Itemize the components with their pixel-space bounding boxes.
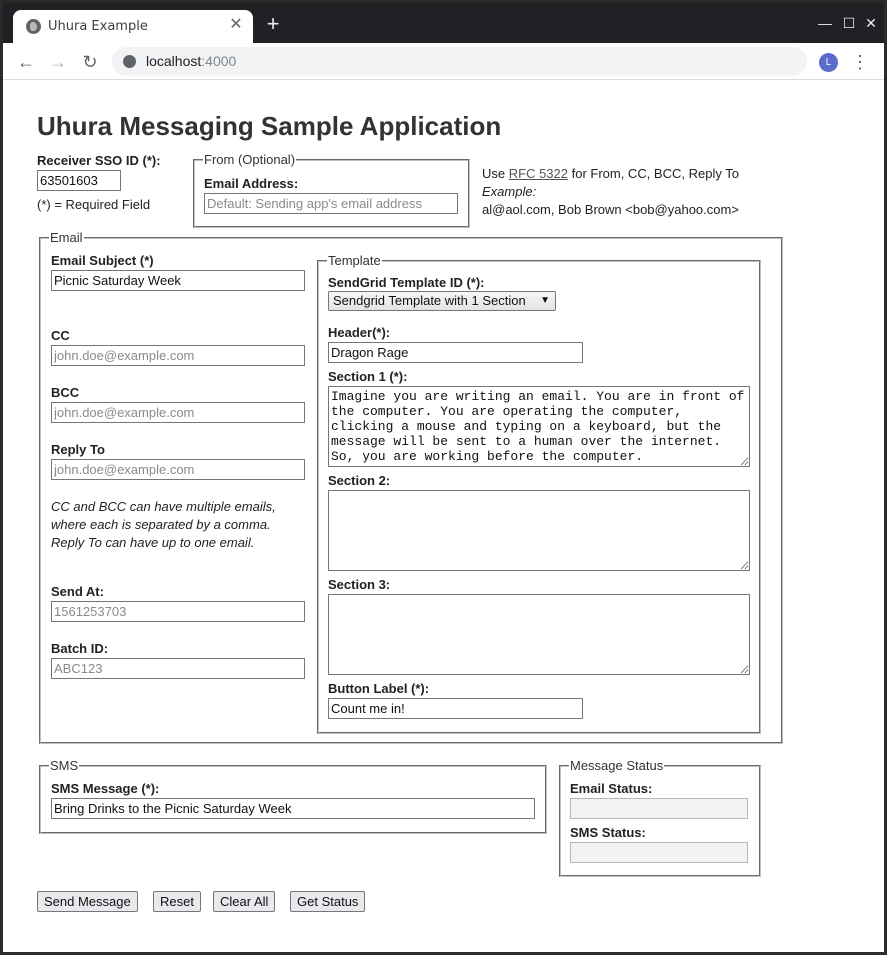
section2-label: Section 2: bbox=[328, 473, 391, 488]
page-title: Uhura Messaging Sample Application bbox=[37, 111, 502, 141]
browser-tab[interactable] bbox=[13, 10, 253, 43]
browser-window bbox=[3, 3, 884, 952]
forward-arrow-icon[interactable]: → bbox=[49, 52, 67, 72]
example-label: Example: bbox=[482, 184, 537, 199]
email-status-output bbox=[570, 798, 748, 819]
reply-to-label: Reply To bbox=[51, 442, 105, 457]
address-bar[interactable] bbox=[112, 47, 807, 76]
maximize-icon[interactable]: ☐ bbox=[842, 15, 856, 31]
send-message-button[interactable]: Send Message bbox=[37, 891, 138, 912]
sms-message-label: SMS Message (*): bbox=[51, 781, 160, 796]
subject-label: Email Subject (*) bbox=[51, 253, 154, 268]
tab-title: Uhura Example bbox=[48, 19, 148, 34]
sms-legend: SMS bbox=[50, 758, 79, 773]
sms-status-label: SMS Status: bbox=[570, 825, 646, 840]
page-content bbox=[3, 80, 884, 952]
browser-titlebar bbox=[3, 3, 884, 43]
globe-icon bbox=[26, 19, 41, 34]
status-legend: Message Status bbox=[570, 758, 664, 773]
template-selected-value: Sendgrid Template with 1 Section bbox=[333, 293, 526, 308]
reply-to-input[interactable] bbox=[51, 459, 305, 480]
get-status-button[interactable]: Get Status bbox=[290, 891, 365, 912]
profile-avatar[interactable]: L bbox=[819, 53, 838, 72]
browser-toolbar bbox=[3, 43, 884, 80]
back-arrow-icon[interactable]: ← bbox=[17, 52, 35, 72]
help-line-1: CC and BCC can have multiple emails, bbox=[51, 499, 276, 514]
sms-status-output bbox=[570, 842, 748, 863]
subject-input[interactable] bbox=[51, 270, 305, 291]
sms-message-input[interactable] bbox=[51, 798, 535, 819]
batch-id-input[interactable] bbox=[51, 658, 305, 679]
url-text: localhost:4000 bbox=[146, 53, 237, 69]
button-label-input[interactable] bbox=[328, 698, 583, 719]
receiver-label: Receiver SSO ID (*): bbox=[37, 153, 161, 168]
from-email-label: Email Address: bbox=[204, 176, 299, 191]
cc-input[interactable] bbox=[51, 345, 305, 366]
minimize-icon[interactable]: — bbox=[818, 15, 832, 31]
from-email-input[interactable] bbox=[204, 193, 458, 214]
header-label: Header(*): bbox=[328, 325, 391, 340]
reload-icon[interactable]: ↻ bbox=[82, 52, 98, 72]
header-input[interactable] bbox=[328, 342, 583, 363]
close-tab-icon[interactable]: ✕ bbox=[229, 16, 243, 33]
email-status-label: Email Status: bbox=[570, 781, 653, 796]
browser-menu-icon[interactable]: ⋮ bbox=[851, 52, 869, 72]
dropdown-arrow-icon: ▼ bbox=[540, 295, 550, 306]
rfc-note: Use RFC 5322 for From, CC, BCC, Reply To bbox=[482, 166, 739, 181]
email-legend: Email bbox=[50, 230, 83, 245]
batch-id-label: Batch ID: bbox=[51, 641, 109, 656]
bcc-input[interactable] bbox=[51, 402, 305, 423]
help-line-3: Reply To can have up to one email. bbox=[51, 535, 255, 550]
required-note: (*) = Required Field bbox=[37, 197, 151, 212]
section2-textarea[interactable] bbox=[328, 490, 750, 571]
rfc-link[interactable]: RFC 5322 bbox=[508, 166, 568, 181]
button-label-label: Button Label (*): bbox=[328, 681, 430, 696]
help-line-2: where each is separated by a comma. bbox=[51, 517, 271, 532]
send-at-input[interactable] bbox=[51, 601, 305, 622]
bcc-label: BCC bbox=[51, 385, 80, 400]
send-at-label: Send At: bbox=[51, 584, 104, 599]
section3-label: Section 3: bbox=[328, 577, 391, 592]
close-window-icon[interactable]: ✕ bbox=[865, 15, 877, 31]
section1-label: Section 1 (*): bbox=[328, 369, 408, 384]
template-legend: Template bbox=[328, 253, 381, 268]
template-id-select[interactable] bbox=[328, 291, 556, 311]
sms-fieldset bbox=[39, 758, 547, 834]
receiver-sso-input[interactable] bbox=[37, 170, 121, 191]
example-value: al@aol.com, Bob Brown <bob@yahoo.com> bbox=[482, 202, 739, 217]
cc-label: CC bbox=[51, 328, 70, 343]
new-tab-icon[interactable]: + bbox=[266, 11, 280, 36]
site-info-icon[interactable] bbox=[123, 55, 136, 68]
section1-textarea[interactable] bbox=[328, 386, 750, 467]
from-legend: From (Optional) bbox=[204, 152, 296, 167]
clear-all-button[interactable]: Clear All bbox=[213, 891, 275, 912]
section3-textarea[interactable] bbox=[328, 594, 750, 675]
reset-button[interactable]: Reset bbox=[153, 891, 201, 912]
template-id-label: SendGrid Template ID (*): bbox=[328, 275, 485, 290]
